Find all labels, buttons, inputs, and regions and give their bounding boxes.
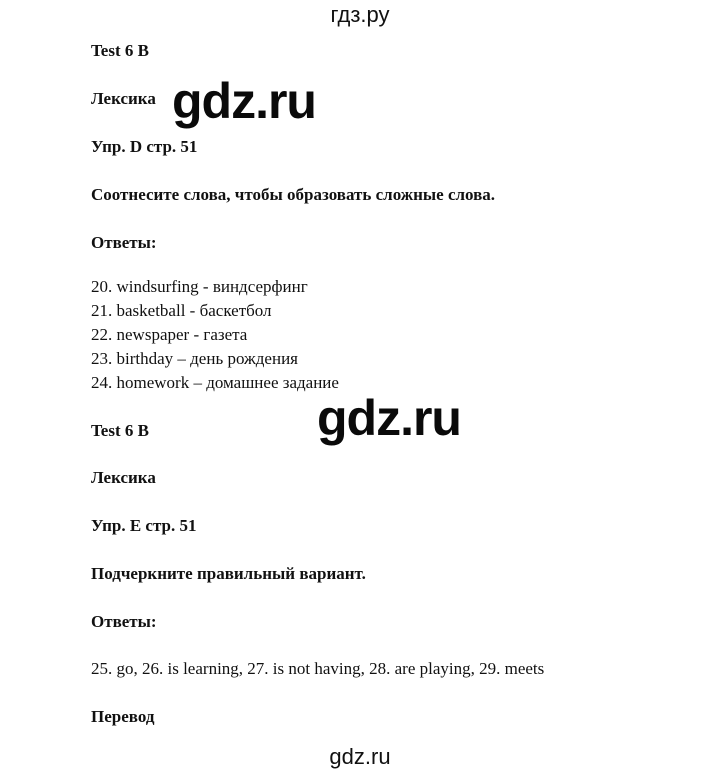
answer-item: 23. birthday – день рождения [91, 349, 298, 368]
answer-item: 21. basketball - баскетбол [91, 301, 272, 320]
site-header: гдз.ру [330, 2, 390, 27]
section1-instruction: Соотнесите слова, чтобы образовать сложные слова. [91, 185, 496, 204]
section2-instruction: Подчеркните правильный вариант. [91, 564, 366, 583]
section1-exercise: Упр. D стр. 51 [91, 137, 198, 156]
answer-item: 22. newspaper - газета [91, 325, 248, 344]
section2-answers-label: Ответы: [91, 612, 157, 631]
section2-exercise: Упр. E стр. 51 [91, 516, 197, 535]
site-footer: gdz.ru [329, 744, 391, 769]
answer-item: 24. homework – домашнее задание [91, 373, 339, 392]
watermark: gdz.ru [317, 390, 461, 446]
section1-category: Лексика [91, 89, 156, 108]
section2-translation-label: Перевод [91, 707, 155, 726]
answer-item: 20. windsurfing - виндсерфинг [91, 277, 308, 296]
section1-answers-label: Ответы: [91, 233, 157, 252]
section1-test-title: Test 6 B [91, 41, 149, 60]
section2-test-title: Test 6 B [91, 421, 149, 440]
section2-answers-text: 25. go, 26. is learning, 27. is not having, 28. are playing, 29. meets [91, 659, 545, 678]
section2-category: Лексика [91, 468, 156, 487]
watermark: gdz.ru [172, 73, 316, 129]
